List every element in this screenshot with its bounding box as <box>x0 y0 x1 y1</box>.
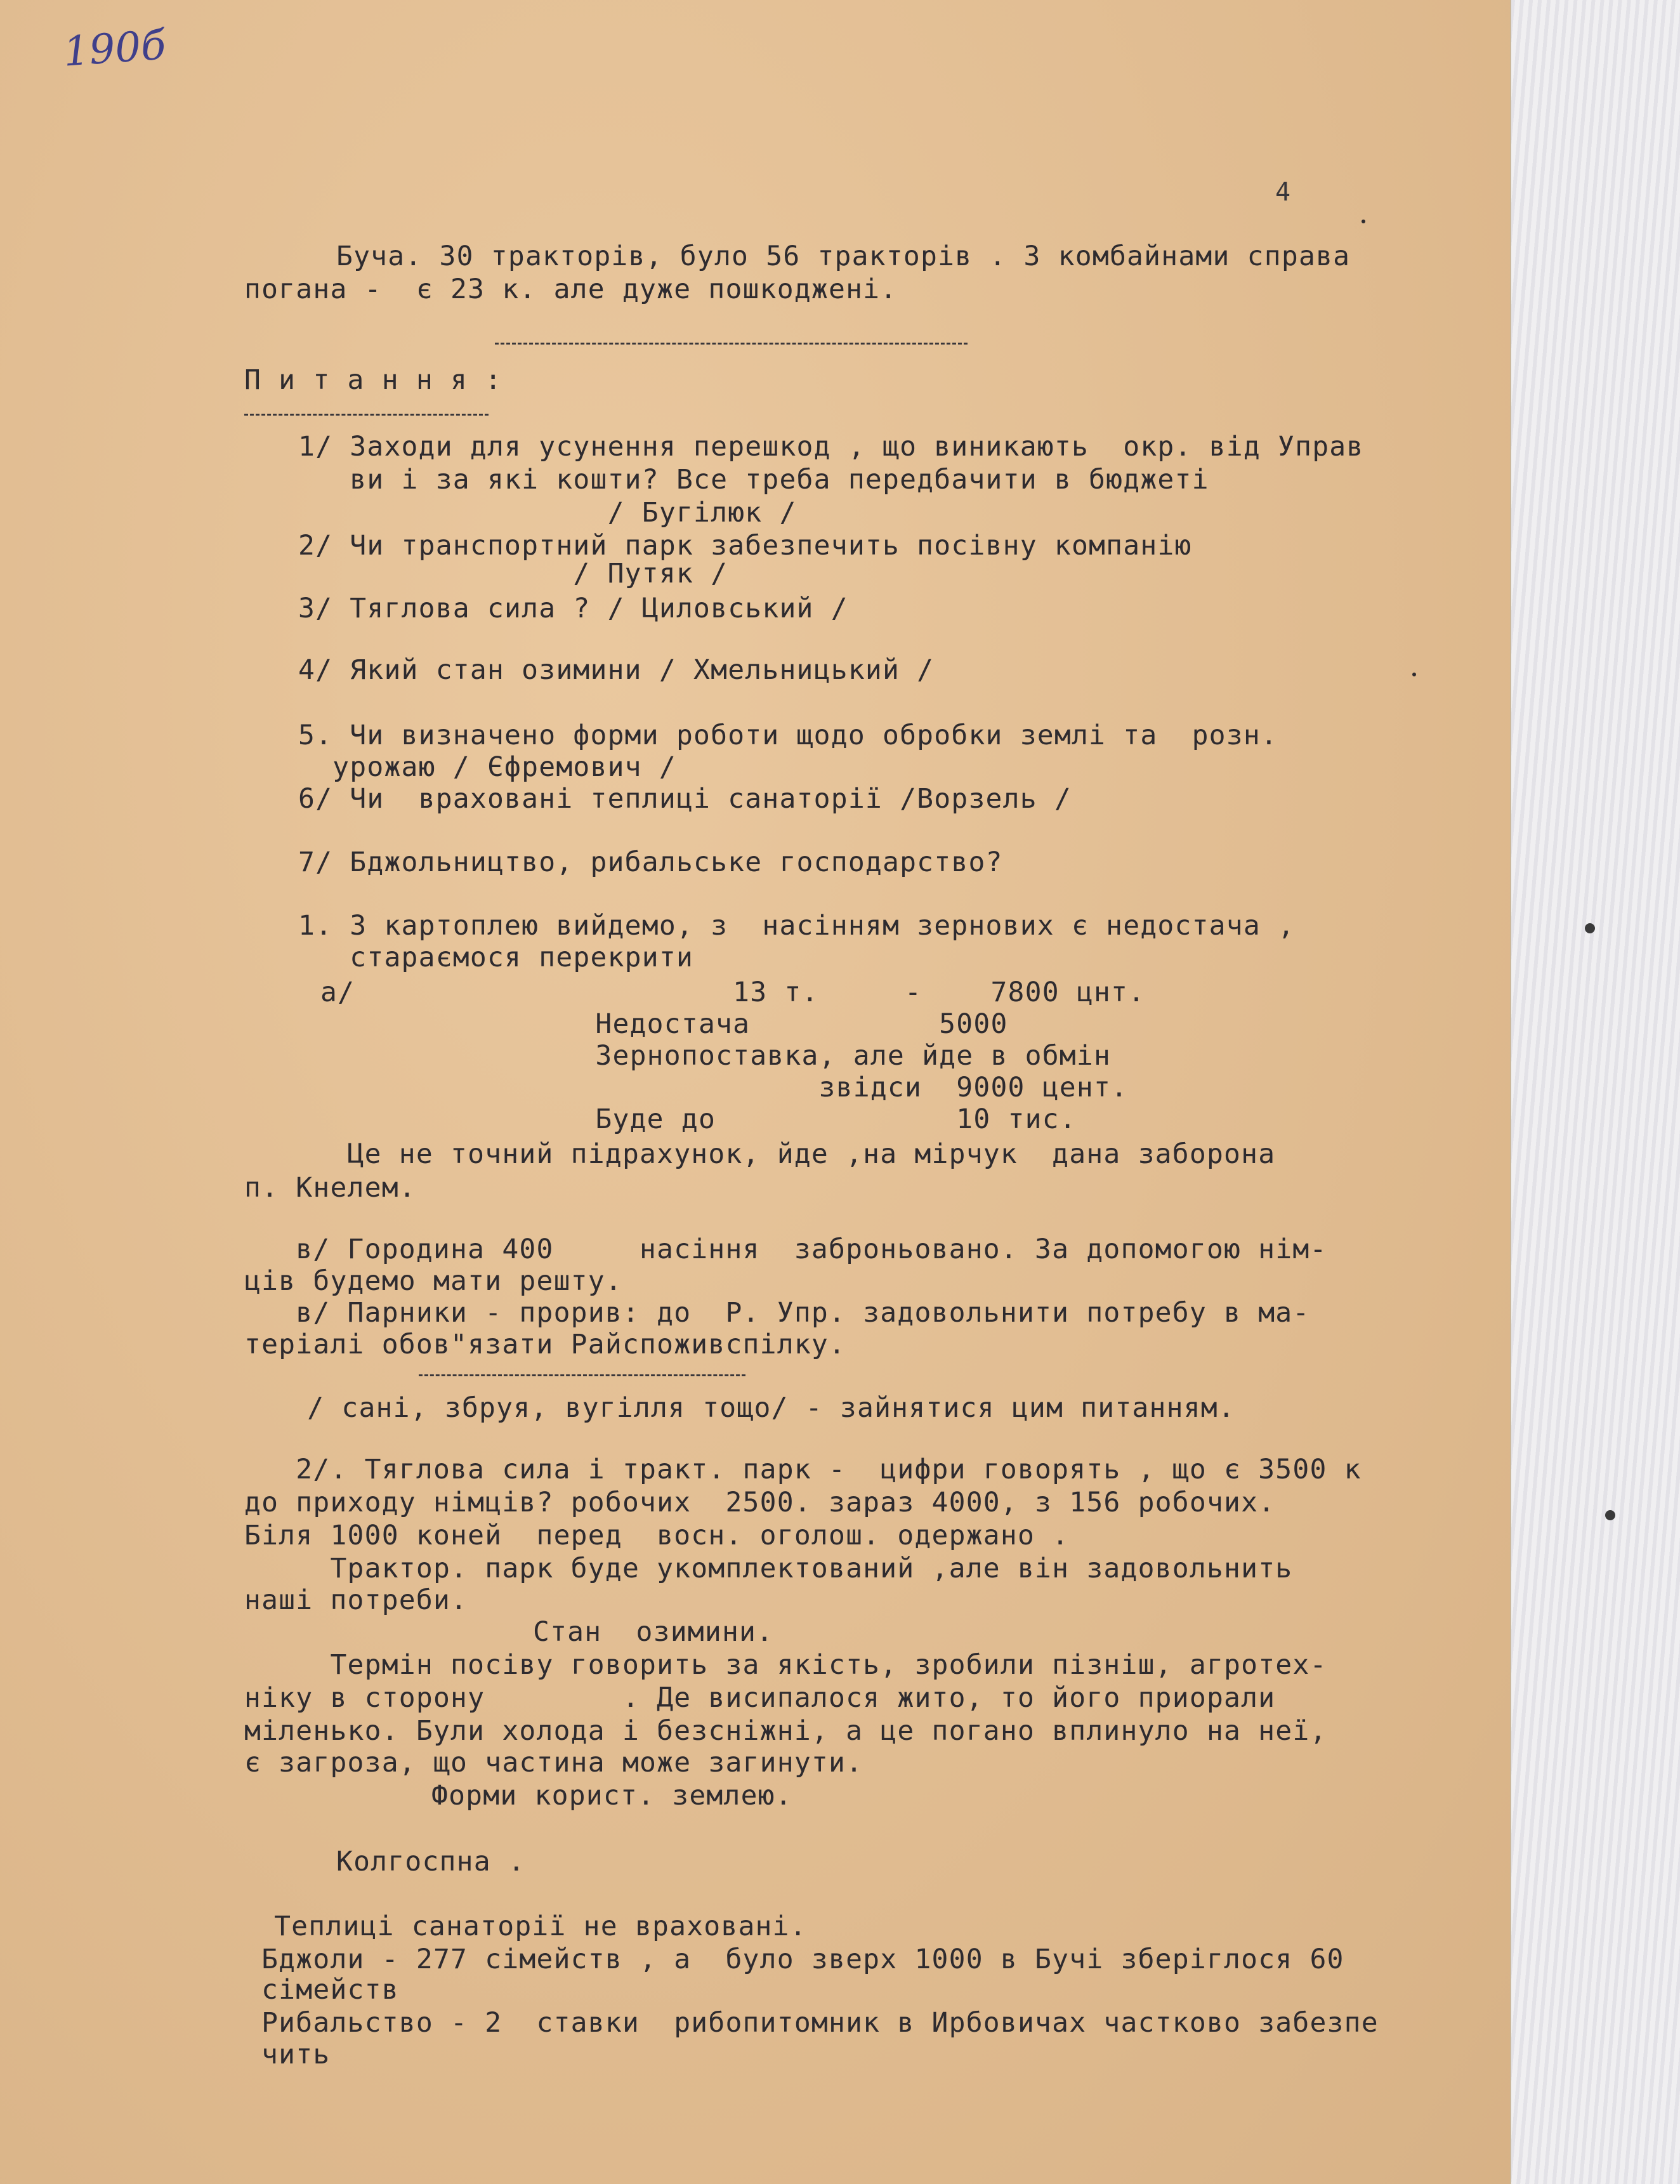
binding-hole <box>1605 1510 1615 1520</box>
table-line: Буде до 10 тис. <box>320 1103 1077 1135</box>
closing-line: Теплиці санаторії не враховані. <box>257 1911 807 1942</box>
table-line: Зернопоставка, але йде в обмін <box>320 1040 1112 1072</box>
answer-line: є загроза, що частина може загинути. <box>244 1747 863 1779</box>
answer-line: ців будемо мати решту. <box>244 1265 622 1297</box>
section-heading: Стан озимини. <box>533 1616 774 1648</box>
question-line: 3/ Тяглова сила ? / Циловський / <box>298 593 848 624</box>
question-line: урожаю / Єфремович / <box>298 751 676 783</box>
answer-line: міленько. Були холода і безсніжні, а це погано вплинуло на неї, <box>244 1715 1327 1747</box>
answer-line: наші потреби. <box>244 1584 468 1616</box>
binding-hole <box>1585 923 1595 933</box>
stray-mark <box>1362 220 1365 223</box>
answer-line: в/ Городина 400 насіння заброньовано. За допомогою нім- <box>244 1233 1327 1265</box>
question-line: ви і за які кошти? Все треба передбачити в бюджеті <box>298 464 1209 496</box>
stray-mark <box>1412 673 1416 676</box>
divider <box>419 1374 745 1376</box>
answer-line: Термін посіву говорить за якість, зробили пізніш, агротех- <box>244 1649 1327 1681</box>
text-line: погана - є 23 к. але дуже пошкоджені. <box>244 273 898 305</box>
section-heading: Колгоспна . <box>336 1846 525 1878</box>
answer-line: Біля 1000 коней перед восн. оголош. одержано . <box>244 1520 1070 1551</box>
questions-heading: П и т а н н я : <box>244 364 502 396</box>
answer-line: 1. З картоплею вийдемо, з насінням зернових є недостача , <box>298 910 1296 942</box>
heading-underline <box>244 414 489 416</box>
question-line: 1/ Заходи для усунення перешкод , що виникають окр. від Управ <box>298 431 1364 463</box>
answer-line: п. Кнелем. <box>244 1172 416 1204</box>
table-line: а/ 13 т. - 7800 цнт. <box>320 977 1146 1008</box>
answer-line: Це не точний підрахунок, йде ,на мірчук дана заборона <box>244 1138 1276 1170</box>
answer-line: 2/. Тяглова сила і тракт. парк - цифри говорять , що є 3500 к <box>244 1454 1362 1485</box>
closing-line: Бджоли - 277 сімейств , а було зверх 1000 в Бучі зберіглося 60 <box>244 1944 1344 1975</box>
page-number: 4 <box>1275 178 1291 207</box>
binding-margin <box>1510 0 1680 2184</box>
question-line: 6/ Чи враховані теплиці санаторії /Ворзель / <box>298 783 1072 815</box>
closing-line: Рибальство - 2 ставки рибопитомник в Ирбовичах частково забезпе <box>244 2007 1379 2039</box>
table-line: Недостача 5000 <box>320 1008 1008 1040</box>
closing-line: сімейств <box>244 1974 399 2006</box>
divider <box>495 343 968 345</box>
table-line: звідси 9000 цент. <box>320 1072 1129 1103</box>
question-line: / Путяк / <box>298 558 728 589</box>
section-heading: Форми корист. землею. <box>431 1780 792 1812</box>
answer-line: / сані, збруя, вугілля тощо/ - зайнятися цим питанням. <box>273 1392 1235 1424</box>
archive-number: 190б <box>62 22 167 76</box>
question-line: / Бугілюк / <box>298 497 797 529</box>
answer-line: до приходу німців? робочих 2500. зараз 4000, з 156 робочих. <box>244 1487 1276 1518</box>
answer-line: теріалі обов"язати Райспоживспілку. <box>244 1329 846 1360</box>
question-line: 7/ Бджольництво, рибальське господарство? <box>298 846 1003 878</box>
closing-line: чить <box>244 2039 331 2070</box>
answer-line: ніку в сторону . Де висипалося жито, то його приорали <box>244 1682 1276 1714</box>
question-line: 4/ Який стан озимини / Хмельницький / <box>298 654 935 686</box>
answer-line: в/ Парники - прорив: до Р. Упр. задовольнити потребу в ма- <box>244 1297 1310 1329</box>
question-line: 5. Чи визначено форми роботи щодо обробки землі та розн. <box>298 720 1278 751</box>
answer-line: стараємося перекрити <box>298 942 694 973</box>
answer-line: Трактор. парк буде укомплектований ,але він задовольнить <box>244 1553 1293 1584</box>
text-line: Буча. 30 тракторів, було 56 тракторів . З комбайнами справа <box>336 240 1351 272</box>
question-line: 2/ Чи транспортний парк забезпечить посівну компанію <box>298 530 1192 562</box>
